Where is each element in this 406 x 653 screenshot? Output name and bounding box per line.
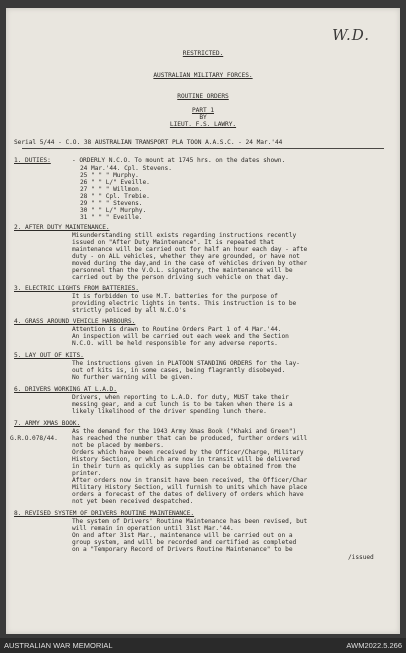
handwritten-mark: W.D. bbox=[332, 26, 370, 44]
by-label: BY bbox=[199, 114, 207, 121]
body-line: maintenance will be carried out for half an hour each day - afte bbox=[72, 246, 308, 253]
body-line: in their turn as quickly as supplies can be obtained from the bbox=[72, 463, 297, 470]
body-line: The system of Drivers' Routine Maintenance has been revised, but bbox=[72, 518, 308, 525]
section-heading: 2. AFTER DUTY MAINTENANCE. bbox=[14, 224, 110, 231]
body-line: has reached the number that can be produced, further orders will bbox=[72, 435, 308, 442]
section-heading: 3. ELECTRIC LIGHTS FROM BATTERIES. bbox=[14, 285, 139, 292]
body-line: Orders which have been received by the Officer/Charge, Military bbox=[72, 449, 304, 456]
body-line: Attention is drawn to Routine Orders Part 1 of 4 Mar.'44. bbox=[72, 326, 282, 333]
section-heading: 1. DUTIES: bbox=[14, 157, 51, 164]
body-line: An inspection will be carried out each week and the Section bbox=[72, 333, 289, 340]
archive-name: AUSTRALIAN WAR MEMORIAL bbox=[4, 641, 113, 650]
body-line: As the demand for the 1943 Army Xmas Book ("Khaki and Green") bbox=[72, 428, 297, 435]
body-line: Misunderstanding still exists regarding instructions recently bbox=[72, 232, 297, 239]
roster-line: 29 " " " Stevens. bbox=[80, 200, 143, 207]
body-line: Military History Section, will furnish to units which have place bbox=[72, 484, 308, 491]
body-line: History Section, or which are now in transit will be delivered bbox=[72, 456, 300, 463]
roster-line: 24 Mar.'44. Cpl. Stevens. bbox=[80, 165, 172, 172]
section-heading: 8. REVISED SYSTEM OF DRIVERS ROUTINE MAINTENANCE. bbox=[14, 510, 195, 517]
body-line: carried out by the person driving such vehicle on that day. bbox=[72, 274, 289, 281]
body-line: messing gear, and a cut lunch is to be taken when there is a bbox=[72, 401, 293, 408]
catchword: /issued bbox=[348, 554, 374, 561]
body-line: will remain in operation until 31st Mar.'44. bbox=[72, 525, 234, 532]
body-line: The instructions given in PLATOON STANDING ORDERS for the lay- bbox=[72, 360, 300, 367]
part-label: PART 1 bbox=[191, 107, 215, 114]
body-line: After orders now in transit have been received, the Officer/Char bbox=[72, 477, 308, 484]
roster-line: 30 " " L/" Murphy. bbox=[80, 207, 147, 214]
body-line: N.C.O. will be held responsible for any adverse reports. bbox=[72, 340, 278, 347]
roster-line: 31 " " " Eveille. bbox=[80, 214, 143, 221]
archive-reference: AWM2022.5.266 bbox=[346, 641, 402, 650]
body-line: On and after 31st Mar., maintenance will be carried out on a bbox=[72, 532, 293, 539]
body-line: providing electric lights in tents. This instruction is to be bbox=[72, 300, 297, 307]
body-line: issued on "After Duty Maintenance". It is repeated that bbox=[72, 239, 275, 246]
body-line: No further warning will be given. bbox=[72, 374, 194, 381]
classification: RESTRICTED. bbox=[182, 50, 224, 57]
force-title: AUSTRALIAN MILITARY FORCES. bbox=[153, 72, 253, 79]
body-line: not be placed by members. bbox=[72, 442, 164, 449]
body-line: It is forbidden to use M.T. batteries for the purpose of bbox=[72, 293, 278, 300]
section-intro: - ORDERLY N.C.O. To mount at 1745 hrs. on the dates shown. bbox=[72, 157, 286, 164]
body-line: personnel than the V.O.L. signatory, the maintenance will be bbox=[72, 267, 293, 274]
body-line: moved during the day,and in the case of vehicles driven by other bbox=[72, 260, 308, 267]
roster-line: 27 " " " Willmon. bbox=[80, 186, 143, 193]
body-line: not yet been received despatched. bbox=[72, 498, 194, 505]
document-page bbox=[6, 8, 400, 634]
section-heading: 5. LAY OUT OF KITS. bbox=[14, 352, 84, 359]
body-line: on a "Temporary Record of Drivers Routine Maintenance" to be bbox=[72, 546, 293, 553]
body-line: orders a forecast of the dates of delivery of orders which have bbox=[72, 491, 304, 498]
section-heading: 6. DRIVERS WORKING AT L.A.D. bbox=[14, 386, 117, 393]
archive-footer bbox=[0, 638, 406, 653]
officer-name: LIEUT. F.S. LAWRY. bbox=[169, 121, 237, 128]
body-line: printer. bbox=[72, 470, 102, 477]
body-line: likely likelihood of the driver spending lunch there. bbox=[72, 408, 267, 415]
roster-line: 25 " " " Murphy. bbox=[80, 172, 139, 179]
roster-line: 26 " " L/" Eveille. bbox=[80, 179, 150, 186]
roster-line: 28 " " Cpl. Trebie. bbox=[80, 193, 150, 200]
section-heading: 7. ARMY XMAS BOOK. bbox=[14, 420, 81, 427]
body-line: out of kits is, in some cases, being flagrantly disobeyed. bbox=[72, 367, 286, 374]
body-line: Drivers, when reporting to L.A.D. for duty, MUST take their bbox=[72, 394, 289, 401]
body-line: group system, and will be recorded and certified as completed bbox=[72, 539, 297, 546]
order-reference: G.R.O.078/44. bbox=[10, 435, 58, 442]
orders-title: ROUTINE ORDERS bbox=[177, 93, 229, 100]
section-heading: 4. GRASS AROUND VEHICLE HARBOURS. bbox=[14, 318, 136, 325]
header-rule bbox=[22, 148, 384, 149]
serial-line: Serial 5/44 - C.O. 38 AUSTRALIAN TRANSPORT PLA TOON A.A.S.C. - 24 Mar.'44 bbox=[14, 139, 283, 146]
body-line: strictly policed by all N.C.O's bbox=[72, 307, 186, 314]
body-line: duty - on ALL vehicles, whether they are grounded, or have not bbox=[72, 253, 300, 260]
